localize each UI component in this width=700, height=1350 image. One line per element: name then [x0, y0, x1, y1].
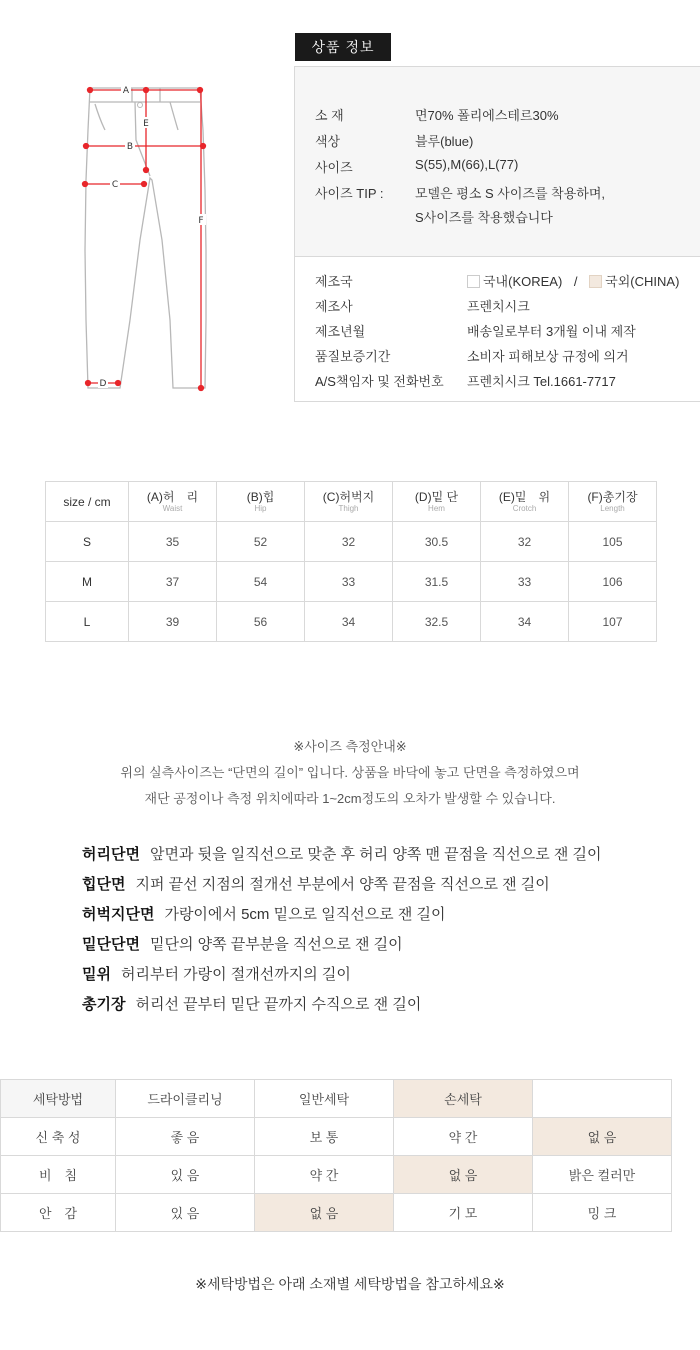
product-info-title: 상품 정보	[295, 33, 391, 61]
size-table-header	[46, 482, 657, 522]
selected-cell: 없 음	[255, 1194, 394, 1232]
label-a: A	[122, 86, 130, 96]
definition-hem: 밑단단면 밑단의 양쪽 끝부분을 직선으로 잰 길이	[82, 936, 403, 953]
header-crotch: (E)밑 위 Crotch	[481, 482, 569, 522]
washing-table	[0, 1079, 672, 1232]
definition-waist: 허리단면 앞면과 뒷을 일직선으로 맞춘 후 허리 양쪽 맨 끝점을 직선으로 잰 길이	[82, 846, 602, 863]
notice-line: 재단 공정이나 측정 위치에따라 1~2cm정도의 오차가 발생할 수 있습니다.	[144, 791, 556, 806]
selected-cell: 없 음	[533, 1118, 672, 1156]
washing-note: ※세탁방법은 아래 소재별 세탁방법을 참고하세요※	[195, 1276, 505, 1292]
definition-thigh: 허벅지단면 가랑이에서 5cm 밑으로 일직선으로 잰 길이	[82, 906, 446, 923]
size-measurement-notice	[0, 734, 700, 812]
header-thigh: (C)허벅지 Thigh	[305, 482, 393, 522]
selected-cell: 손세탁	[394, 1080, 533, 1118]
definition-hip: 힙단면 지퍼 끝선 지점의 절개선 부분에서 양쪽 끝점을 직선으로 잰 길이	[82, 876, 550, 893]
table-row: M 37 54 33 31.5 33 106	[46, 562, 657, 602]
definition-crotch: 밑위 허리부터 가랑이 절개선까지의 길이	[82, 966, 351, 983]
notice-title: ※사이즈 측정안내※	[293, 739, 407, 754]
table-row: 비 침 있 음 약 간 없 음 밝은 컬러만	[1, 1156, 672, 1194]
definition-length: 총기장 허리선 끝부터 밑단 끝까지 수직으로 잰 길이	[82, 996, 422, 1013]
table-row: S 35 52 32 30.5 32 105	[46, 522, 657, 562]
korea-checkbox	[467, 275, 480, 288]
table-row: 신 축 성 좋 음 보 통 약 간 없 음	[1, 1118, 672, 1156]
table-row: 세탁방법 드라이클리닝 일반세탁 손세탁	[1, 1080, 672, 1118]
table-row: 안 감 있 음 없 음 기 모 밍 크	[1, 1194, 672, 1232]
label-b: B	[126, 142, 134, 152]
label-f: F	[198, 216, 204, 226]
header-hem: (D)밑 단 Hem	[393, 482, 481, 522]
header-length: (F)총기장 Length	[569, 482, 657, 522]
header-hip: (B)힙 Hip	[217, 482, 305, 522]
product-info-box: 소 재 면70% 폴리에스테르30% 색상 블루(blue) 사이즈 S(55),M(66),L(77) 사이즈 TIP : 모델은 평소 S 사이즈를 착용하며, S사이즈를 착용했습니다 제조국 국내(KOREA) / 국외(CHINA) 제조사 프렌치시크 제조년월 배송일로부터 3개월 이내 제작 품질보증기간 소비자 피해보상 규정에 의거 A/S책임자 및 전화번호 프렌치시크 Tel.1661-7717	[294, 66, 700, 402]
china-checkbox	[589, 275, 602, 288]
product-spec-panel: 소 재 면70% 폴리에스테르30% 색상 블루(blue) 사이즈 S(55),M(66),L(77) 사이즈 TIP : 모델은 평소 S 사이즈를 착용하며, S사이즈를 착용했습니다	[295, 67, 700, 257]
size-table	[45, 481, 657, 642]
label-e: E	[143, 119, 149, 129]
header-waist: (A)허 리 Waist	[129, 482, 217, 522]
table-row: L 39 56 34 32.5 34 107	[46, 602, 657, 642]
size-table-corner: size / cm	[46, 482, 129, 522]
selected-cell: 없 음	[394, 1156, 533, 1194]
label-d: D	[99, 379, 107, 389]
pants-measurement-diagram	[60, 70, 240, 410]
notice-line: 위의 실측사이즈는 “단면의 길이” 입니다. 상품을 바닥에 놓고 단면을 측정하였으며	[120, 765, 580, 780]
measurement-definitions	[82, 843, 602, 1023]
label-c: C	[111, 180, 119, 190]
